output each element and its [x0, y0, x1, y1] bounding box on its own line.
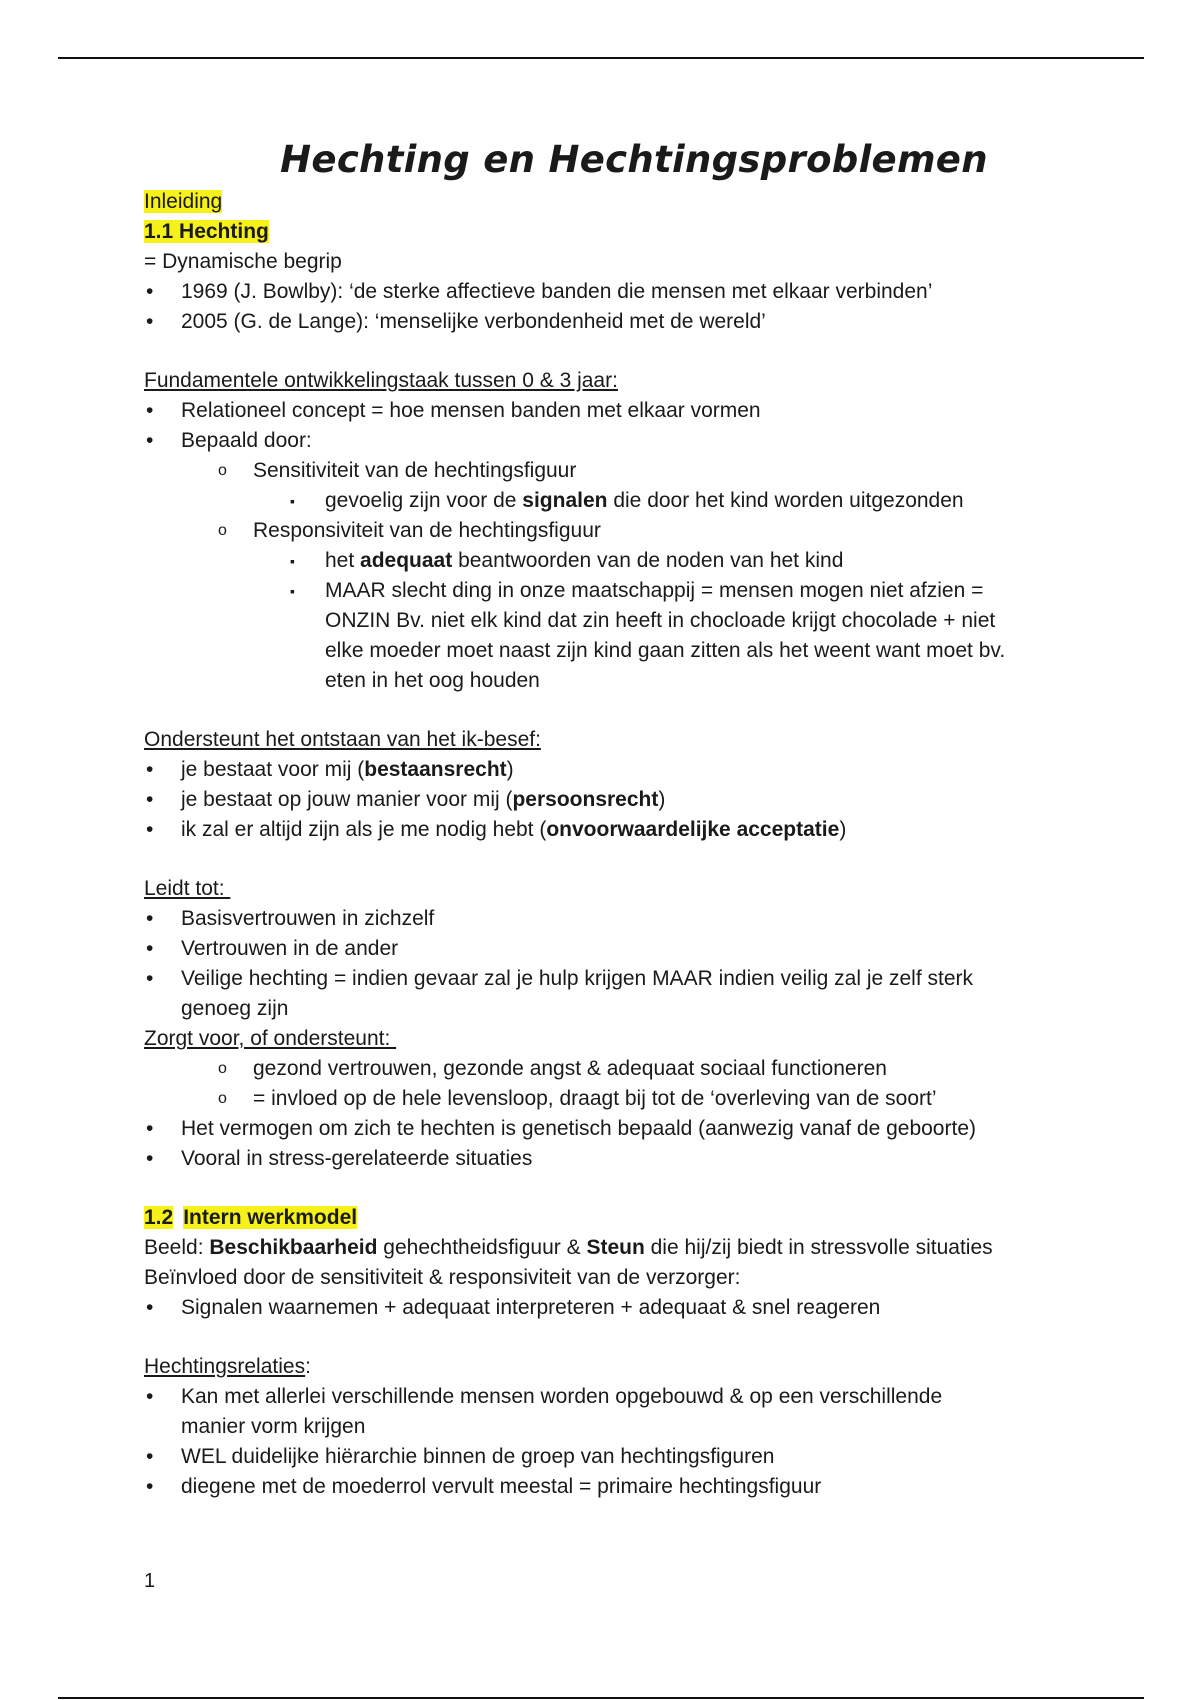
- list-item: • Het vermogen om zich te hechten is genetisch bepaald (aanwezig vanaf de geboorte): [144, 1114, 1104, 1144]
- list-item: • je bestaat op jouw manier voor mij (persoonsrecht): [144, 785, 1104, 815]
- list-item: • WEL duidelijke hiërarchie binnen de groep van hechtingsfiguren: [144, 1442, 1104, 1472]
- list-item: • Kan met allerlei verschillende mensen worden opgebouwd & op een verschillende: [144, 1382, 1104, 1412]
- subheading-leidt-tot: Leidt tot:: [144, 877, 231, 900]
- list-item: • je bestaat voor mij (bestaansrecht): [144, 755, 1104, 785]
- beinvloed-text: Beïnvloed door de sensitiviteit & responsiviteit van de verzorger:: [144, 1266, 741, 1289]
- section-heading-hechting: 1.1 Hechting: [144, 220, 269, 243]
- list-item-sub: o = invloed op de hele levensloop, draagt bij tot de ‘overleving van de soort’: [144, 1084, 1104, 1114]
- header-rule: [58, 57, 1144, 59]
- list-item: • Basisvertrouwen in zichzelf: [144, 904, 1104, 934]
- list-item-subsub: ▪ het adequaat beantwoorden van de noden van het kind: [144, 546, 1104, 576]
- list-item: • Signalen waarnemen + adequaat interpreteren + adequaat & snel reageren: [144, 1293, 1104, 1323]
- document-page: [144, 138, 1104, 1502]
- list-item: • 1969 (J. Bowlby): ‘de sterke affectieve banden die mensen met elkaar verbinden’: [144, 277, 1104, 307]
- list-item-subsub: ▪ gevoelig zijn voor de signalen die door het kind worden uitgezonden: [144, 486, 1104, 516]
- list-item-sub: o gezond vertrouwen, gezonde angst & adequaat sociaal functioneren: [144, 1054, 1104, 1084]
- list-item: • Bepaald door:: [144, 426, 1104, 456]
- list-item: • Veilige hechting = indien gevaar zal je hulp krijgen MAAR indien veilig zal je zelf sterk: [144, 964, 1104, 994]
- list-item-continuation: ONZIN Bv. niet elk kind dat zin heeft in chocloade krijgt chocolade + niet: [325, 609, 996, 632]
- list-item: • ik zal er altijd zijn als je me nodig hebt (onvoorwaardelijke acceptatie): [144, 815, 1104, 845]
- list-item-continuation: genoeg zijn: [181, 997, 289, 1020]
- subheading-hechtingsrelaties: Hechtingsrelaties:: [144, 1355, 311, 1378]
- list-item-sub: o Responsiviteit van de hechtingsfiguur: [144, 516, 1104, 546]
- inleiding-heading: Inleiding: [144, 190, 223, 213]
- document-title: Hechting en Hechtingsproblemen: [280, 138, 988, 181]
- list-item: • Vertrouwen in de ander: [144, 934, 1104, 964]
- list-item-continuation: elke moeder moet naast zijn kind gaan zitten als het weent want moet bv.: [325, 639, 1006, 662]
- list-item-subsub: ▪ MAAR slecht ding in onze maatschappij = mensen mogen niet afzien =: [144, 576, 1104, 606]
- list-item-continuation: eten in het oog houden: [325, 669, 540, 692]
- subheading-fundamentele: Fundamentele ontwikkelingstaak tussen 0 & 3 jaar:: [144, 369, 618, 392]
- list-item: • 2005 (G. de Lange): ‘menselijke verbondenheid met de wereld’: [144, 307, 1104, 337]
- list-item: • diegene met de moederrol vervult meestal = primaire hechtingsfiguur: [144, 1472, 1104, 1502]
- list-item: • Vooral in stress-gerelateerde situaties: [144, 1144, 1104, 1174]
- list-item-continuation: manier vorm krijgen: [181, 1415, 366, 1438]
- definition-text: = Dynamische begrip: [144, 250, 342, 273]
- section-heading-intern-werkmodel: 1.2 Intern werkmodel: [144, 1206, 358, 1229]
- footer-rule: [58, 1697, 1144, 1699]
- subheading-ikbesef: Ondersteunt het ontstaan van het ik-besef:: [144, 728, 541, 751]
- page-number: 1: [144, 1570, 156, 1592]
- list-item: • Relationeel concept = hoe mensen banden met elkaar vormen: [144, 396, 1104, 426]
- subheading-zorgt-voor: Zorgt voor, of ondersteunt:: [144, 1027, 397, 1050]
- list-item-sub: o Sensitiviteit van de hechtingsfiguur: [144, 456, 1104, 486]
- beeld-text: Beeld: Beschikbaarheid gehechtheidsfiguur & Steun die hij/zij biedt in stressvolle situaties: [144, 1236, 993, 1259]
